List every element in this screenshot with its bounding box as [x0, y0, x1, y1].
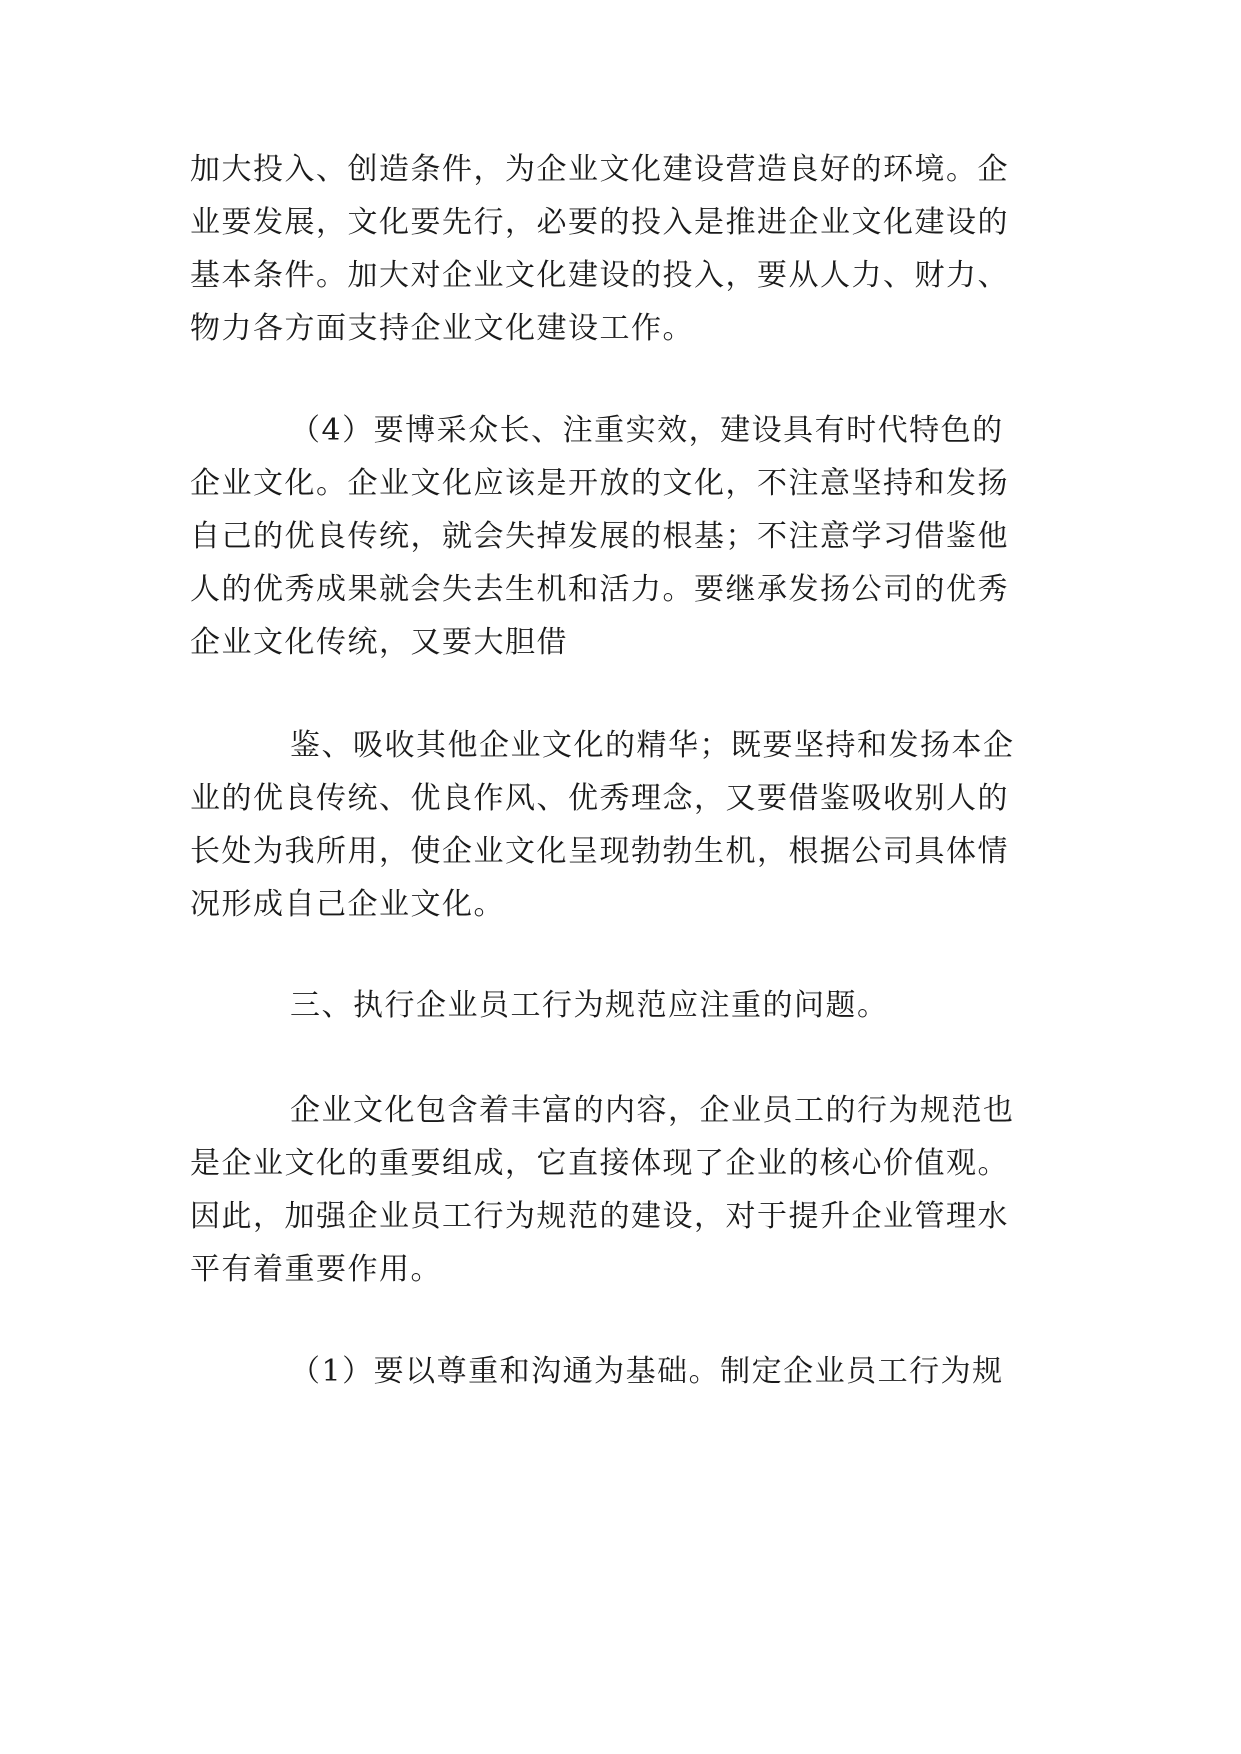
- paragraph-2-line-1: （4）要博采众长、注重实效，建设具有时代特色的: [290, 413, 1004, 448]
- paragraph-5-line-2: 是企业文化的重要组成，它直接体现了企业的核心价值观。: [190, 1146, 1009, 1181]
- paragraph-5-line-1: 企业文化包含着丰富的内容，企业员工的行为规范也: [290, 1093, 1015, 1128]
- section-heading: 三、执行企业员工行为规范应注重的问题。: [290, 988, 889, 1023]
- paragraph-5-line-4: 平有着重要作用。: [190, 1252, 442, 1287]
- paragraph-1-line-1: 加大投入、创造条件，为企业文化建设营造良好的环境。企: [190, 152, 1009, 187]
- paragraph-1-line-4: 物力各方面支持企业文化建设工作。: [190, 311, 694, 346]
- paragraph-6-line-1: （1）要以尊重和沟通为基础。制定企业员工行为规: [290, 1354, 1004, 1389]
- paragraph-2-line-2: 企业文化。企业文化应该是开放的文化，不注意坚持和发扬: [190, 466, 1009, 501]
- paragraph-2-line-4: 人的优秀成果就会失去生机和活力。要继承发扬公司的优秀: [190, 572, 1009, 607]
- paragraph-3-line-4: 况形成自己企业文化。: [190, 887, 505, 922]
- paragraph-2-line-5: 企业文化传统，又要大胆借: [190, 625, 568, 660]
- paragraph-2-line-3: 自己的优良传统，就会失掉发展的根基；不注意学习借鉴他: [190, 519, 1009, 554]
- paragraph-3-line-3: 长处为我所用，使企业文化呈现勃勃生机，根据公司具体情: [190, 834, 1009, 869]
- paragraph-1-line-2: 业要发展，文化要先行，必要的投入是推进企业文化建设的: [190, 205, 1009, 240]
- paragraph-5-line-3: 因此，加强企业员工行为规范的建设，对于提升企业管理水: [190, 1199, 1009, 1234]
- paragraph-3-line-2: 业的优良传统、优良作风、优秀理念，又要借鉴吸收别人的: [190, 781, 1009, 816]
- paragraph-1-line-3: 基本条件。加大对企业文化建设的投入，要从人力、财力、: [190, 258, 1009, 293]
- paragraph-3-line-1: 鉴、吸收其他企业文化的精华；既要坚持和发扬本企: [290, 728, 1015, 763]
